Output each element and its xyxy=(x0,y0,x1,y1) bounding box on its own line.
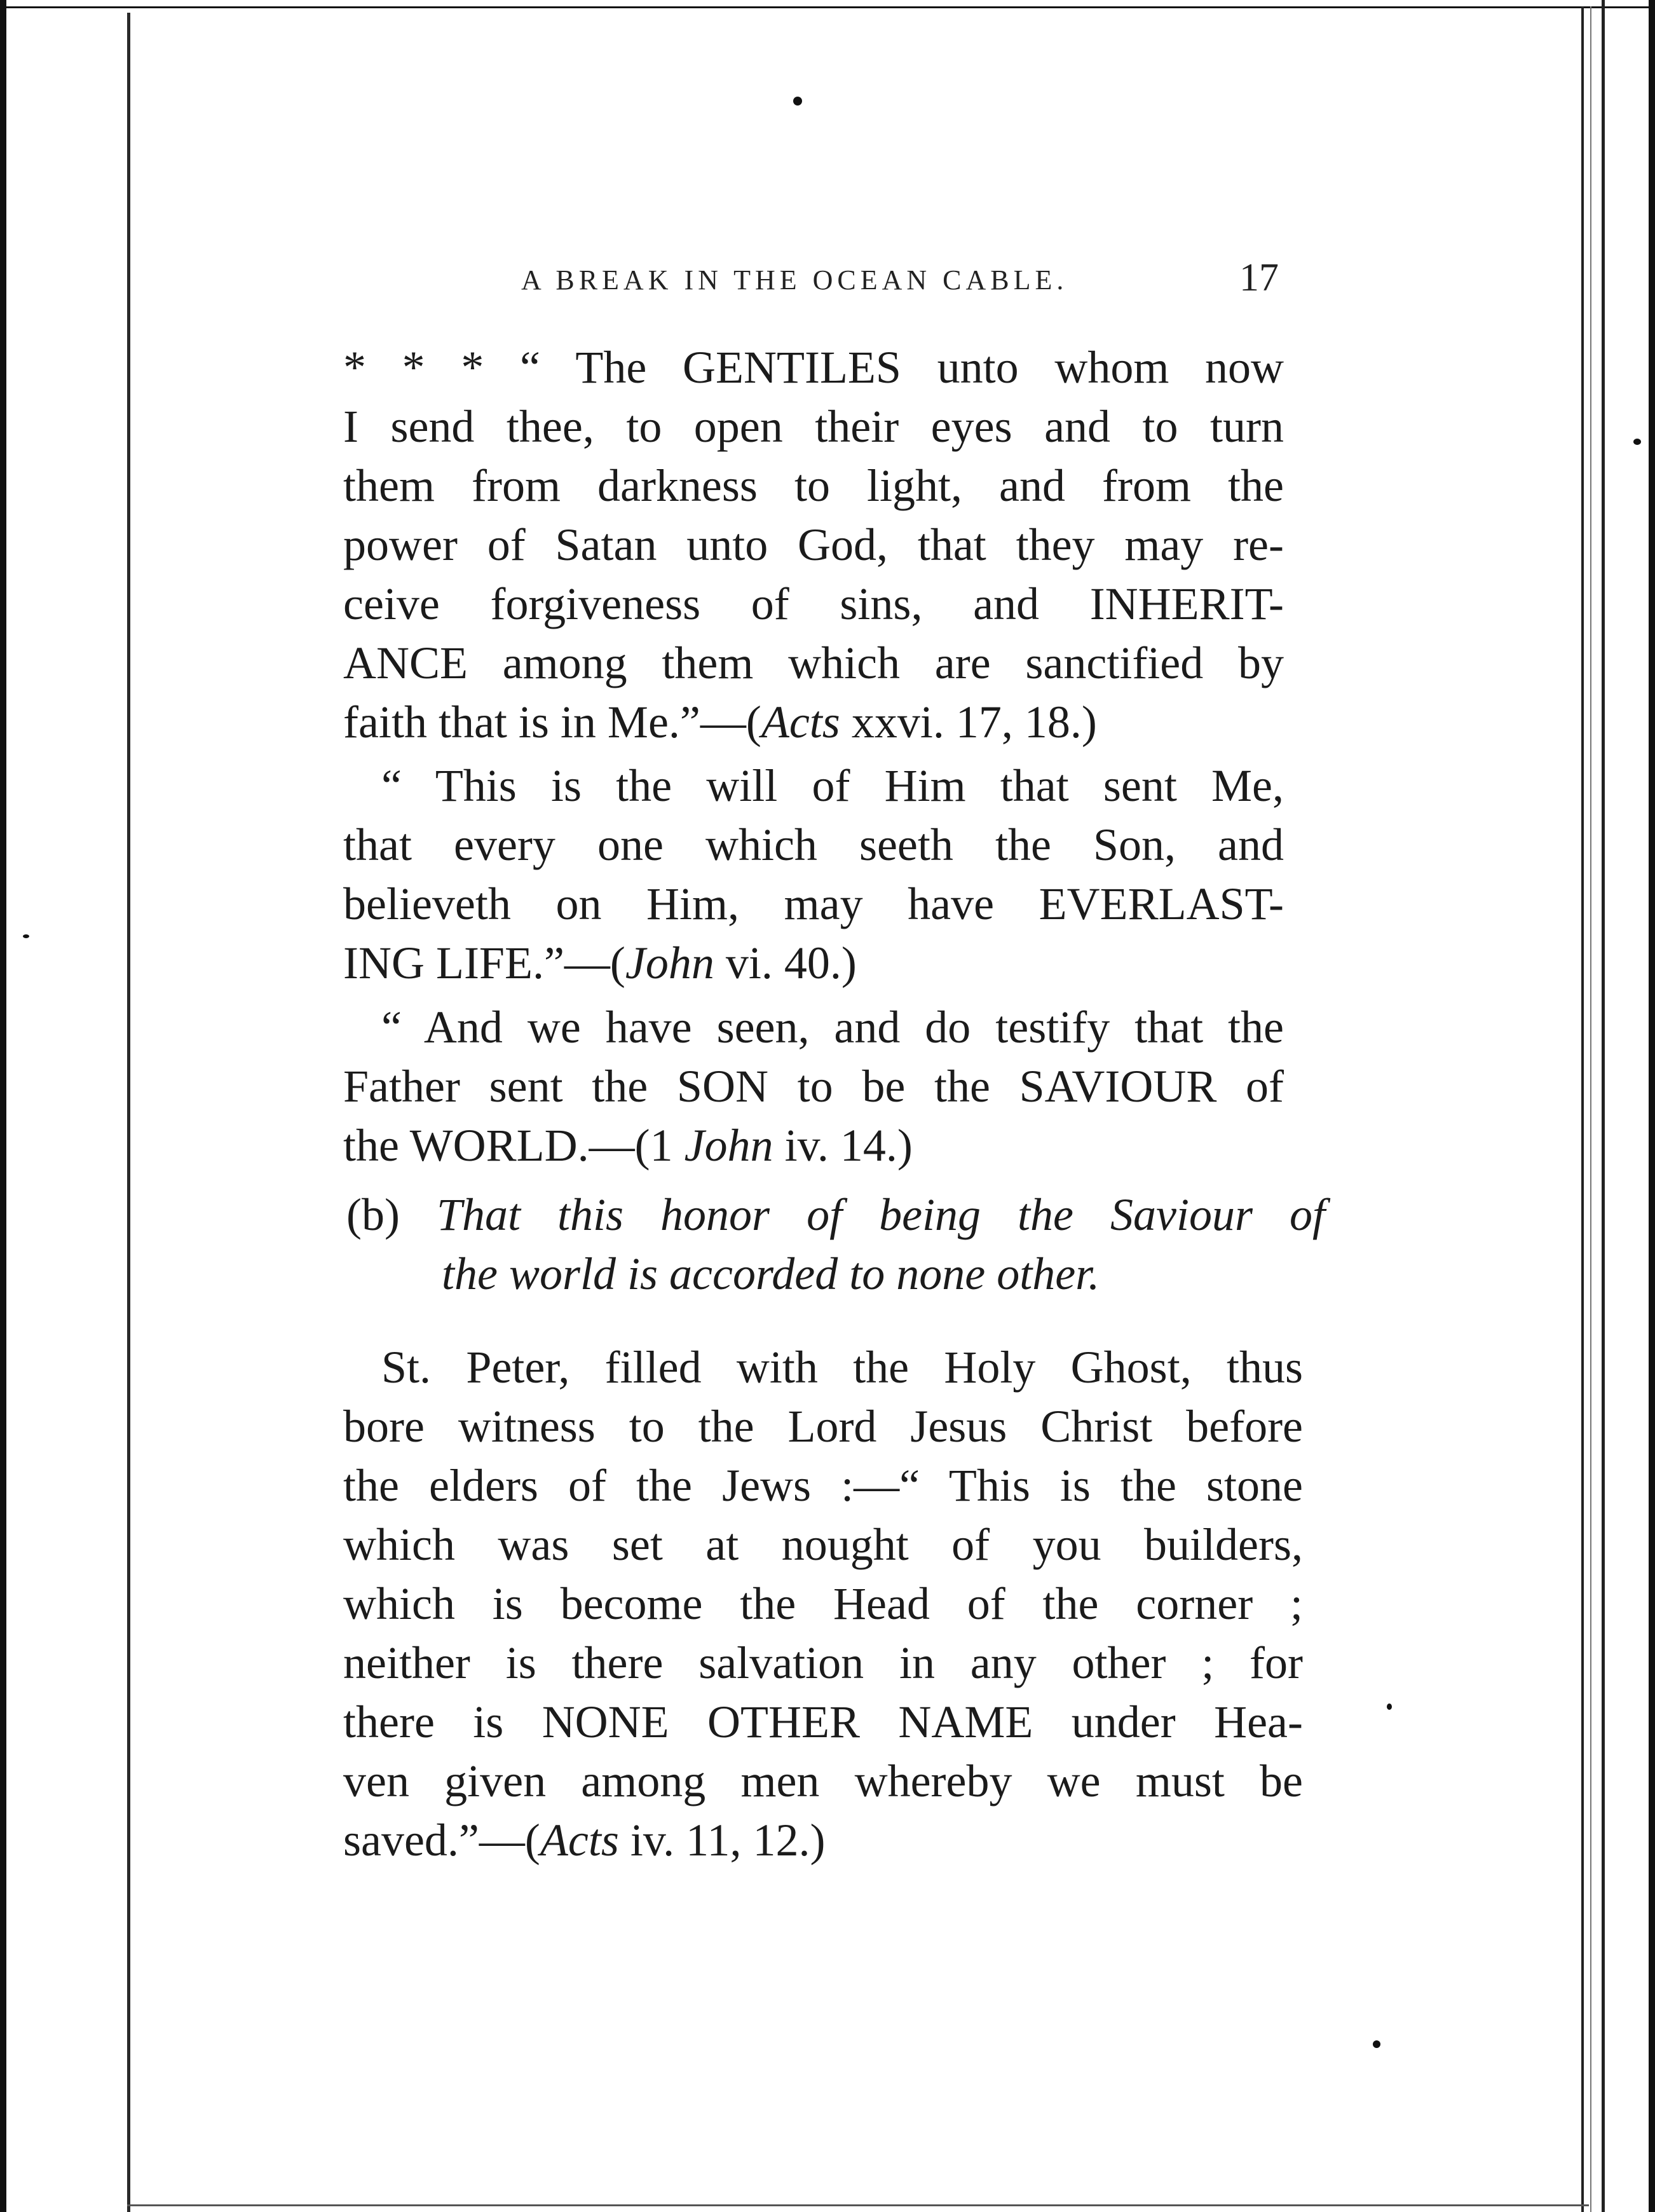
scan-frame-left xyxy=(0,0,6,2212)
text-line: bore witness to the Lord Jesus Christ before xyxy=(343,1401,1303,1452)
page-edge-right xyxy=(1581,6,1584,2212)
subheading-text: That this honor of being the Saviour of xyxy=(436,1189,1325,1240)
page-edge-right-inner xyxy=(1590,6,1591,2212)
text-line: believeth on Him, may have EVERLAST- xyxy=(343,878,1284,929)
text-line: “ And we have seen, and do testify that the xyxy=(381,1002,1284,1053)
text-line: St. Peter, filled with the Holy Ghost, thus xyxy=(381,1342,1303,1393)
ink-speck xyxy=(1373,2040,1380,2048)
text-line: the elders of the Jews :—“ This is the stone xyxy=(343,1460,1303,1511)
subheading-b xyxy=(346,1185,1325,1304)
text-line: there is NONE OTHER NAME under Hea- xyxy=(343,1697,1303,1747)
text-line: neither is there salvation in any other ; for xyxy=(343,1637,1303,1688)
text-line: that every one which seeth the Son, and xyxy=(343,819,1284,870)
ink-speck xyxy=(23,934,29,938)
scan-frame-right xyxy=(1649,0,1655,2212)
paragraph-testify xyxy=(343,998,1284,1175)
text-line: ANCE among them which are sanctified by xyxy=(343,638,1284,688)
text-line: which was set at nought of you builders, xyxy=(343,1519,1303,1570)
text-line: ceive forgiveness of sins, and INHERIT- xyxy=(343,578,1284,629)
text-line: Father sent the SON to be the SAVIOUR of xyxy=(343,1061,1284,1112)
subheading-line xyxy=(346,1185,1325,1245)
paragraph-will-of-him xyxy=(343,756,1284,993)
ink-speck xyxy=(793,97,802,106)
text-line: which is become the Head of the corner ; xyxy=(343,1578,1303,1629)
running-head: A BREAK IN THE OCEAN CABLE. xyxy=(521,264,1068,296)
subheading-label: (b) xyxy=(346,1189,400,1240)
paragraph-gentiles xyxy=(343,338,1284,752)
text-line: I send thee, to open their eyes and to turn xyxy=(343,401,1284,452)
page-number: 17 xyxy=(1239,256,1279,299)
page-edge-left xyxy=(127,13,130,2212)
text-line: the WORLD.—(1 John iv. 14.) xyxy=(343,1120,913,1171)
page-edge-bottom xyxy=(127,2204,1589,2206)
page-edge-right-outer xyxy=(1602,0,1605,2212)
paragraph-st-peter xyxy=(343,1338,1303,1870)
text-line: “ This is the will of Him that sent Me, xyxy=(381,760,1284,811)
ink-speck xyxy=(1387,1703,1392,1710)
subheading-line: the world is accorded to none other. xyxy=(442,1248,1100,1299)
text-line: them from darkness to light, and from the xyxy=(343,460,1284,511)
text-line: faith that is in Me.”—(Acts xxvi. 17, 18.) xyxy=(343,697,1097,748)
text-line: saved.”—(Acts iv. 11, 12.) xyxy=(343,1815,826,1866)
ink-speck xyxy=(1633,439,1641,445)
scan-frame-top xyxy=(0,6,1655,8)
text-line: ING LIFE.”—(John vi. 40.) xyxy=(343,938,857,988)
text-line: * * * “ The GENTILES unto whom now xyxy=(343,342,1284,393)
text-line: power of Satan unto God, that they may re- xyxy=(343,519,1284,570)
text-line: ven given among men whereby we must be xyxy=(343,1756,1303,1806)
